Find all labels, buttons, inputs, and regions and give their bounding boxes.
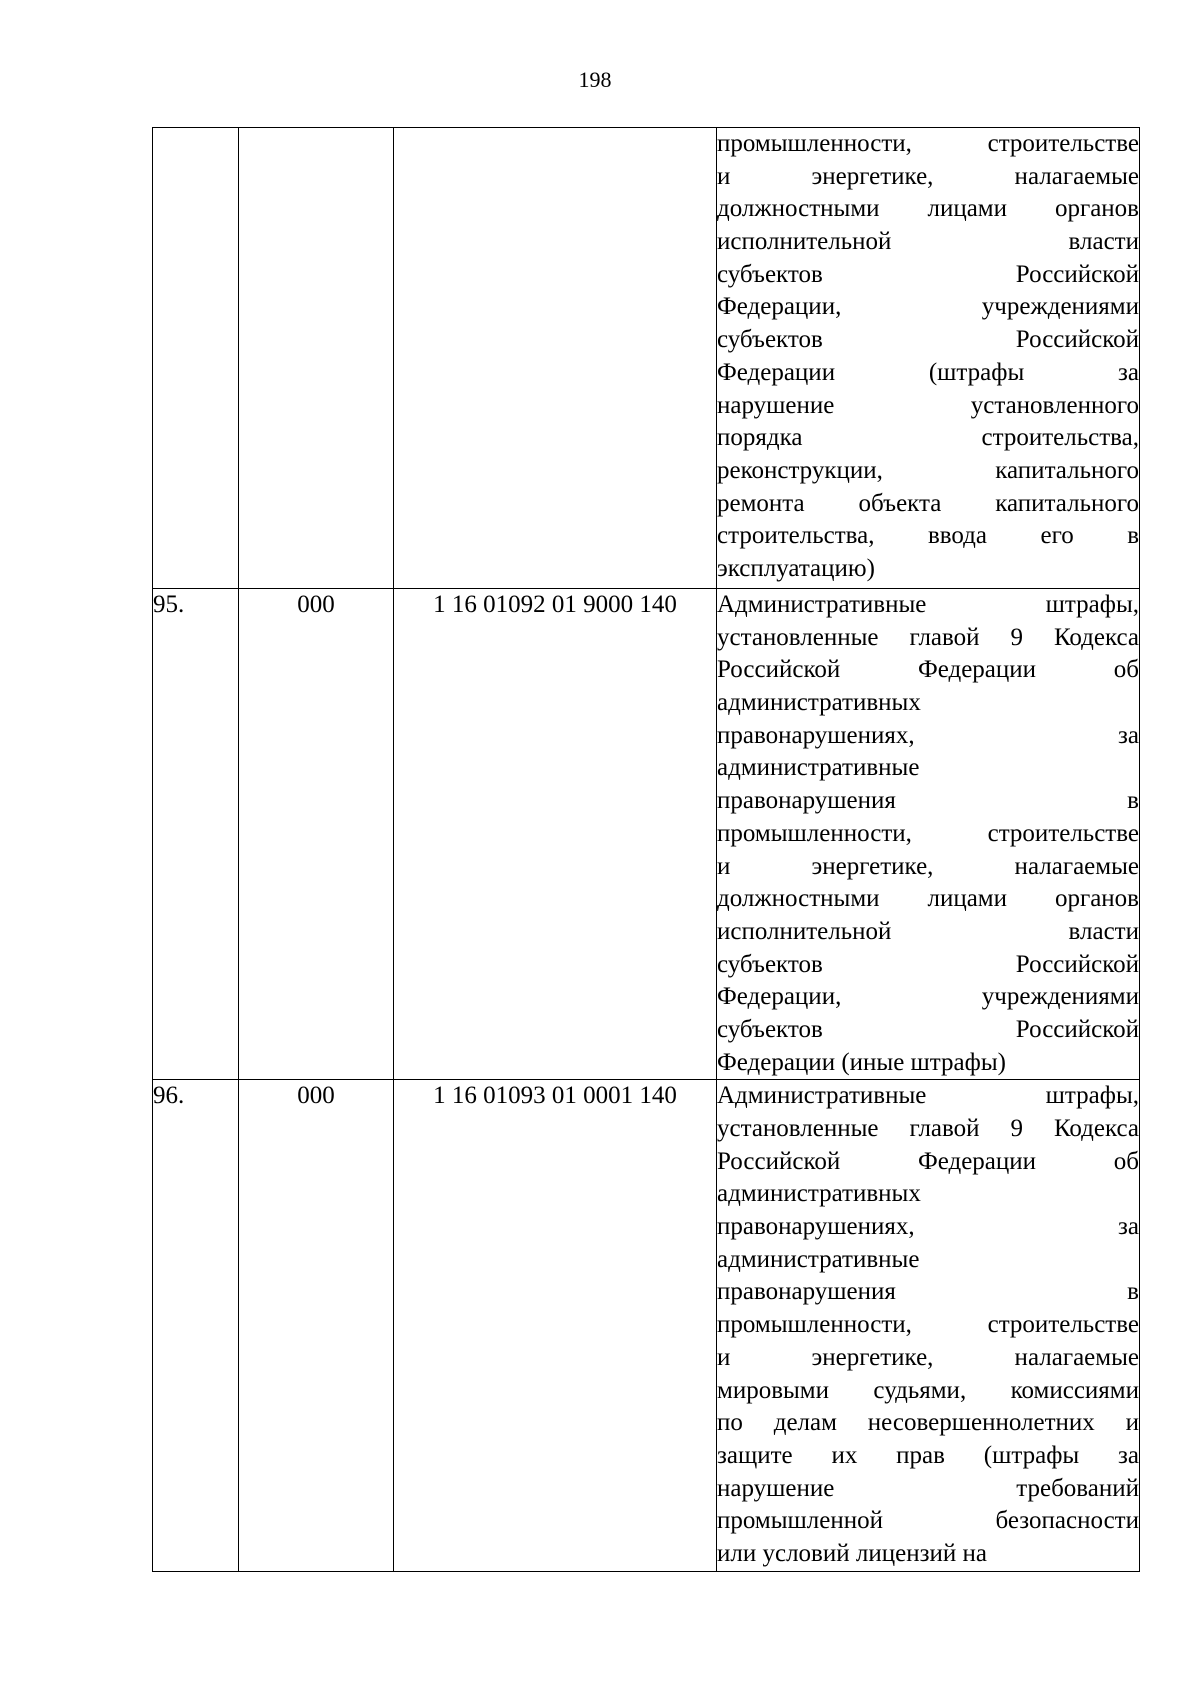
description-line: Российской Федерации об xyxy=(717,1147,1139,1175)
description-line: Федерации, учреждениями xyxy=(717,293,1139,321)
description-line: и энергетике, налагаемые xyxy=(717,1343,1139,1371)
row-number-cell: 96. xyxy=(153,1080,239,1571)
description-line: исполнительной власти xyxy=(717,228,1139,256)
budget-code-cell xyxy=(394,128,717,589)
description-line: эксплуатацию) xyxy=(717,554,875,582)
description-line: мировыми судьями, комиссиями xyxy=(717,1376,1139,1404)
description-line: субъектов Российской xyxy=(717,326,1139,354)
description-line: правонарушениях, за xyxy=(717,721,1139,749)
description-line: субъектов Российской xyxy=(717,950,1139,978)
description-line: защите их прав (штрафы за xyxy=(717,1441,1139,1469)
description-line: правонарушениях, за xyxy=(717,1213,1139,1241)
description-line: промышленности, строительстве xyxy=(717,1311,1139,1339)
description-line: установленные главой 9 Кодекса xyxy=(717,1115,1139,1142)
budget-code-cell: 1 16 01092 01 9000 140 xyxy=(394,589,717,1080)
description-line: должностными лицами органов xyxy=(717,885,1139,913)
description-line: строительства, ввода его в xyxy=(717,522,1139,550)
description-line: установленные главой 9 Кодекса xyxy=(717,623,1139,651)
description-cell xyxy=(717,128,1140,589)
description-line: Федерации (иные штрафы) xyxy=(717,1048,1006,1076)
description-line: ремонта объекта капитального xyxy=(717,489,1139,517)
description-cell xyxy=(717,1080,1140,1571)
row-number-cell: 95. xyxy=(153,589,239,1080)
row-number-cell xyxy=(153,128,239,589)
description-line: Административные штрафы, xyxy=(717,1082,1139,1110)
description-line: административных xyxy=(717,1180,921,1208)
description-line: нарушение установленного xyxy=(717,391,1139,419)
description-line: административные xyxy=(717,754,920,782)
description-line: реконструкции, капитального xyxy=(717,456,1139,484)
admin-code-cell: 000 xyxy=(239,589,394,1080)
description-line: Федерации (штрафы за xyxy=(717,358,1139,386)
table-row xyxy=(153,589,1140,1080)
description-line: по делам несовершеннолетних и xyxy=(717,1409,1139,1437)
description-line: субъектов Российской xyxy=(717,1015,1139,1043)
budget-codes-table xyxy=(152,127,1140,1572)
description-line: должностными лицами органов xyxy=(717,195,1139,223)
description-line: порядка строительства, xyxy=(717,424,1139,452)
description-line: или условий лицензий на xyxy=(717,1539,987,1567)
table-row xyxy=(153,128,1140,589)
description-line: промышленности, строительстве xyxy=(717,819,1139,847)
description-line: Административные штрафы, xyxy=(717,591,1139,618)
admin-code-cell xyxy=(239,128,394,589)
budget-code-cell: 1 16 01093 01 0001 140 xyxy=(394,1080,717,1571)
description-line: административные xyxy=(717,1245,920,1273)
description-line: промышленности, строительстве xyxy=(717,130,1139,157)
description-line: Федерации, учреждениями xyxy=(717,983,1139,1011)
table-row xyxy=(153,1080,1140,1571)
admin-code-cell: 000 xyxy=(239,1080,394,1571)
description-line: исполнительной власти xyxy=(717,917,1139,945)
description-cell xyxy=(717,589,1140,1080)
description-line: и энергетике, налагаемые xyxy=(717,852,1139,880)
page-number: 198 xyxy=(578,67,612,92)
description-line: правонарушения в xyxy=(717,1278,1139,1306)
description-line: правонарушения в xyxy=(717,787,1139,815)
description-line: нарушение требований xyxy=(717,1474,1139,1502)
description-line: промышленной безопасности xyxy=(717,1507,1139,1535)
description-line: административных xyxy=(717,689,921,717)
description-line: и энергетике, налагаемые xyxy=(717,162,1139,190)
description-line: субъектов Российской xyxy=(717,260,1139,288)
description-line: Российской Федерации об xyxy=(717,656,1139,684)
